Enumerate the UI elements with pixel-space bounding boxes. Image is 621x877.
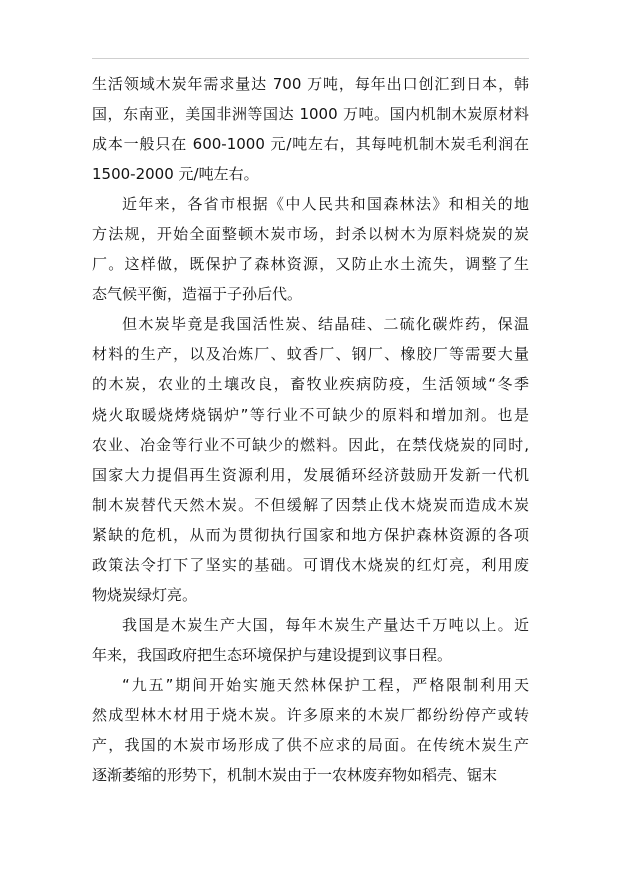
text-line: 态气候平衡，造福于子孙后代。 — [92, 285, 303, 304]
text-line: 近年来，各省市根据《中人民共和国森林法》和相关的地 — [122, 195, 529, 214]
text-line: 厂。这样做，既保护了森林资源，又防止水土流失，调整了生 — [92, 255, 529, 274]
text-line: “九五”期间开始实施天然林保护工程，严格限制利用天 — [122, 675, 529, 694]
paragraph — [92, 69, 529, 189]
text-line: 年来，我国政府把生态环境保护与建设提到议事日程。 — [92, 645, 453, 664]
text-line: 但木炭毕竟是我国活性炭、结晶硅、二硫化碳炸药，保温 — [122, 315, 529, 334]
text-line: 逐渐萎缩的形势下，机制木炭由于一农林废弃物如稻壳、锯末 — [92, 766, 498, 785]
text-line: 制木炭替代天然木炭。不但缓解了因禁止伐木烧炭而造成木炭 — [92, 495, 529, 514]
text-line: 国，东南亚，美国非洲等国达 1000 万吨。国内机制木炭原材料 — [92, 105, 529, 124]
document-body — [92, 69, 529, 790]
text-line: 的木炭，农业的土壤改良，畜牧业疾病防疫，生活领域“冬季 — [92, 375, 529, 394]
text-line: 政策法令打下了坚实的基础。可谓伐木烧炭的红灯亮，利用废 — [92, 555, 529, 574]
paragraph — [92, 610, 529, 670]
text-line: 生活领域木炭年需求量达 700 万吨，每年出口创汇到日本，韩 — [92, 75, 529, 93]
paragraph — [92, 309, 529, 609]
text-line: 紧缺的危机，从而为贯彻执行国家和地方保护森林资源的各项 — [92, 525, 529, 544]
text-line: 1500-2000 元/吨左右。 — [92, 165, 259, 184]
text-line: 我国是木炭生产大国，每年木炭生产量达千万吨以上。近 — [122, 615, 529, 634]
text-line: 国家大力提倡再生资源利用，发展循环经济鼓励开发新一代机 — [92, 465, 529, 484]
text-line: 方法规，开始全面整顿木炭市场，封杀以树木为原料烧炭的炭 — [92, 225, 529, 244]
paragraph — [92, 670, 529, 790]
paragraph — [92, 189, 529, 309]
text-line: 烧火取暖烧烤烧锅炉”等行业不可缺少的原料和增加剂。也是 — [92, 405, 529, 424]
text-line: 物烧炭绿灯亮。 — [92, 585, 198, 604]
text-line: 成本一般只在 600-1000 元/吨左右，其每吨机制木炭毛利润在 — [92, 135, 529, 154]
text-line: 产，我国的木炭市场形成了供不应求的局面。在传统木炭生产 — [92, 736, 529, 755]
header-rule — [92, 58, 529, 59]
text-line: 然成型林木材用于烧木炭。许多原来的木炭厂都纷纷停产或转 — [92, 705, 529, 724]
text-line: 材料的生产，以及冶炼厂、蚊香厂、钢厂、橡胶厂等需要大量 — [92, 345, 529, 364]
text-line: 农业、冶金等行业不可缺少的燃料。因此，在禁伐烧炭的同时, — [92, 435, 529, 454]
